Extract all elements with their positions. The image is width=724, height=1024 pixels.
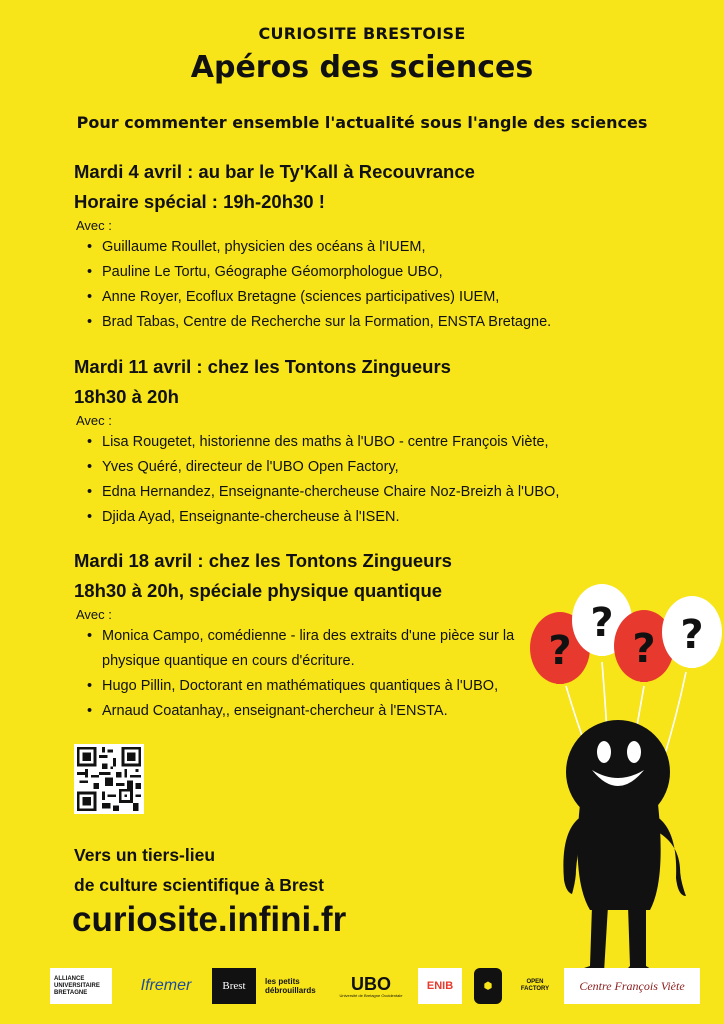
logo-ifremer: Ifremer (140, 977, 192, 994)
event-2-date-venue: Mardi 11 avril : chez les Tontons Zingueurs (74, 356, 451, 377)
event-1 (74, 157, 674, 335)
qr-code-icon[interactable] (74, 744, 144, 814)
event-2-guest-list (74, 430, 674, 530)
event-3-avec-label: Avec : (76, 607, 112, 622)
logo-alliance: ALLIANCE UNIVERSITAIRE BRETAGNE (50, 968, 112, 1004)
mascot-balloons-illustration (520, 580, 724, 980)
svg-text:?: ? (680, 612, 704, 658)
guest-item: • Djida Ayad, Enseignante-chercheuse à l'ISEN. (87, 509, 400, 525)
guest-item: • Hugo Pillin, Doctorant en mathématiques quantiques à l'UBO, (87, 678, 499, 694)
svg-text:?: ? (590, 600, 614, 646)
svg-text:?: ? (632, 626, 656, 672)
guest-item: • Brad Tabas, Centre de Recherche sur la Formation, ENSTA Bretagne. (87, 314, 552, 330)
guest-item: • Yves Quéré, directeur de l'UBO Open Factory, (87, 459, 399, 475)
logo-enib: ENIB (418, 968, 462, 1004)
guest-item: • Pauline Le Tortu, Géographe Géomorphologue UBO, (87, 264, 443, 280)
page-title: Apéros des sciences (190, 50, 534, 85)
event-1-avec-label: Avec : (76, 218, 112, 233)
guest-item: • Arnaud Coatanhay,, enseignant-chercheur à l'ENSTA. (87, 703, 448, 719)
event-2-avec-label: Avec : (76, 413, 112, 428)
guest-item: • Anne Royer, Ecoflux Bretagne (sciences participatives) IUEM, (87, 289, 500, 305)
logo-ubo: UBO Université de Bretagne Occidentale (339, 973, 403, 998)
event-3-schedule: 18h30 à 20h, spéciale physique quantique (74, 580, 443, 601)
logo-open-factory: OPEN FACTORY (520, 979, 550, 992)
tagline-line-1: Vers un tiers-lieu (74, 845, 216, 865)
logo-francois-viete: Centre François Viète (564, 968, 700, 1004)
website-link[interactable]: curiosite.infini.fr (72, 900, 347, 939)
event-1-date-venue: Mardi 4 avril : au bar le Ty'Kall à Recouvrance (74, 161, 475, 182)
guest-item: • Edna Hernandez, Enseignante-chercheuse Chaire Noz-Breizh à l'UBO, (87, 484, 560, 500)
guest-item: • Lisa Rougetet, historienne des maths à l'UBO - centre François Viète, (87, 434, 549, 450)
event-2-schedule: 18h30 à 20h (74, 386, 179, 407)
tagline (74, 840, 324, 900)
logo-petits-debrouillards: les petits débrouillards (265, 977, 316, 995)
event-1-guest-list (74, 235, 674, 335)
guest-item: • Monica Campo, comédienne - lira des extraits d'une pièce sur la physique quantique en cours d'écriture. (87, 628, 515, 669)
event-1-schedule: Horaire spécial : 19h-20h30 ! (74, 191, 325, 212)
guest-item: • Guillaume Roullet, physicien des océans à l'IUEM, (87, 239, 426, 255)
balloon-white-right (662, 596, 722, 668)
page-subtitle: Pour commenter ensemble l'actualité sous l'angle des sciences (76, 113, 648, 132)
character (563, 720, 686, 972)
logo-brest: Brest (212, 968, 256, 1004)
partner-logos (30, 968, 710, 1008)
hexagon-logo-icon: ⬢ (474, 968, 502, 1004)
tagline-line-2: de culture scientifique à Brest (74, 875, 324, 895)
svg-text:?: ? (548, 628, 572, 674)
event-3-date-venue: Mardi 18 avril : chez les Tontons Zingueurs (74, 550, 452, 571)
organizer-name: CURIOSITE BRESTOISE (258, 24, 466, 43)
event-2 (74, 352, 674, 530)
